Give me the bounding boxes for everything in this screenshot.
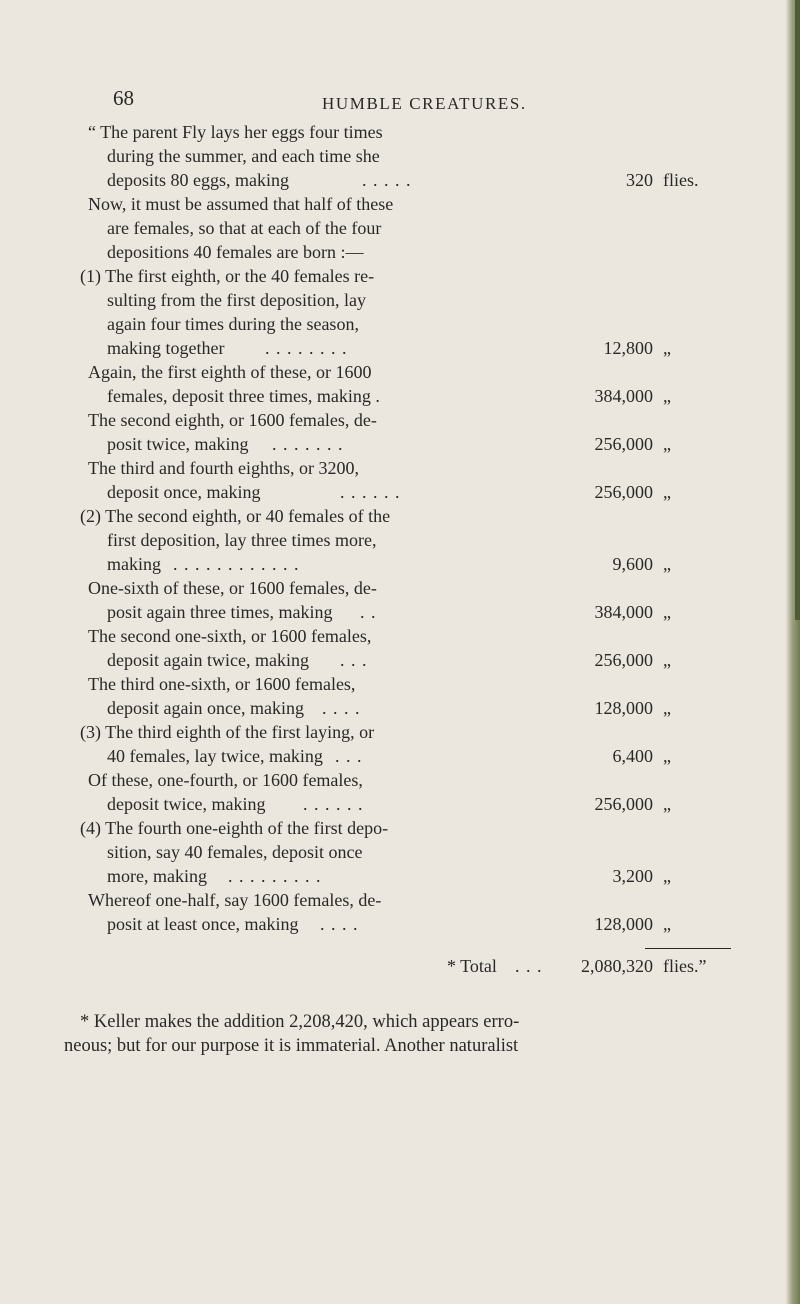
table-row bbox=[0, 170, 800, 194]
body-line: The second eighth, or 1600 females, de- bbox=[88, 410, 377, 430]
row-value: 256,000 bbox=[594, 434, 653, 454]
page-number: 68 bbox=[113, 86, 134, 110]
body-line: The third and fourth eighths, or 3200, bbox=[88, 458, 359, 478]
row-value: 256,000 bbox=[594, 794, 653, 814]
row-value: 384,000 bbox=[594, 602, 653, 622]
row-text: posit twice, making bbox=[107, 434, 249, 454]
leader-dots: . . . . . . . bbox=[272, 434, 344, 454]
row-unit: „ bbox=[663, 650, 671, 670]
table-row bbox=[0, 746, 800, 770]
table-row bbox=[0, 434, 800, 458]
leader-dots: . . . . . . . . bbox=[265, 338, 348, 358]
table-row bbox=[0, 794, 800, 818]
body-line: are females, so that at each of the four bbox=[107, 218, 382, 238]
leader-dots: . . . . bbox=[320, 914, 359, 934]
leader-dots: . . . . . . . . . . . . bbox=[173, 554, 300, 574]
body-line: sulting from the first deposition, lay bbox=[107, 290, 366, 310]
footnote-line: * Keller makes the addition 2,208,420, which appears erro- bbox=[80, 1012, 520, 1032]
leader-dots: . . . . bbox=[322, 698, 361, 718]
row-value: 6,400 bbox=[612, 746, 653, 766]
row-unit: „ bbox=[663, 866, 671, 886]
row-unit: „ bbox=[663, 746, 671, 766]
table-row bbox=[0, 650, 800, 674]
body-line: Whereof one-half, say 1600 females, de- bbox=[88, 890, 382, 910]
row-unit: „ bbox=[663, 434, 671, 454]
total-rule bbox=[645, 948, 731, 949]
table-row bbox=[0, 866, 800, 890]
body-line: The second one-sixth, or 1600 females, bbox=[88, 626, 372, 646]
table-row bbox=[0, 914, 800, 938]
row-value: 256,000 bbox=[594, 482, 653, 502]
leader-dots: . . . . . . bbox=[303, 794, 364, 814]
leader-dots: . . . . . . . . . bbox=[228, 866, 322, 886]
table-row bbox=[0, 554, 800, 578]
total-label: * Total bbox=[447, 956, 497, 976]
row-unit: „ bbox=[663, 794, 671, 814]
row-text: deposits 80 eggs, making bbox=[107, 170, 289, 190]
body-line: One-sixth of these, or 1600 females, de- bbox=[88, 578, 377, 598]
section-label-3: (3) The third eighth of the first laying, or bbox=[80, 722, 375, 742]
row-unit: flies. bbox=[663, 170, 699, 190]
row-value: 384,000 bbox=[594, 386, 653, 406]
row-unit: „ bbox=[663, 914, 671, 934]
row-text: making together bbox=[107, 338, 225, 358]
row-text: making bbox=[107, 554, 161, 574]
row-text: deposit again twice, making bbox=[107, 650, 309, 670]
body-line: during the summer, and each time she bbox=[107, 146, 380, 166]
row-text: deposit once, making bbox=[107, 482, 261, 502]
body-line: “ The parent Fly lays her eggs four times bbox=[88, 122, 383, 142]
leader-dots: . . . bbox=[515, 956, 543, 976]
row-text: females, deposit three times, making . bbox=[107, 386, 380, 406]
row-unit: „ bbox=[663, 386, 671, 406]
leader-dots: . . . . . . bbox=[340, 482, 401, 502]
row-text: deposit again once, making bbox=[107, 698, 304, 718]
row-value: 128,000 bbox=[594, 698, 653, 718]
table-row bbox=[0, 482, 800, 506]
table-row bbox=[0, 698, 800, 722]
running-head: HUMBLE CREATURES. bbox=[322, 94, 527, 113]
leader-dots: . . . bbox=[340, 650, 368, 670]
row-text: more, making bbox=[107, 866, 207, 886]
table-row bbox=[0, 602, 800, 626]
total-unit: flies.” bbox=[663, 956, 707, 976]
leader-dots: . . bbox=[360, 602, 377, 622]
section-label-2: (2) The second eighth, or 40 females of the bbox=[80, 506, 391, 526]
body-line: Again, the first eighth of these, or 1600 bbox=[88, 362, 372, 382]
row-unit: „ bbox=[663, 698, 671, 718]
leader-dots: . . . . . bbox=[362, 170, 412, 190]
body-line: Of these, one-fourth, or 1600 females, bbox=[88, 770, 363, 790]
footnote-line: neous; but for our purpose it is immaterial. Another naturalist bbox=[64, 1036, 519, 1056]
row-text: deposit twice, making bbox=[107, 794, 266, 814]
body-line: The third one-sixth, or 1600 females, bbox=[88, 674, 356, 694]
row-unit: „ bbox=[663, 554, 671, 574]
total-row bbox=[0, 956, 800, 980]
section-label-4: (4) The fourth one-eighth of the first depo- bbox=[80, 818, 389, 838]
table-row bbox=[0, 386, 800, 410]
table-row bbox=[0, 338, 800, 362]
body-line: depositions 40 females are born :— bbox=[107, 242, 364, 262]
total-value: 2,080,320 bbox=[581, 956, 653, 976]
row-value: 128,000 bbox=[594, 914, 653, 934]
leader-dots: . . . bbox=[335, 746, 363, 766]
body-line: first deposition, lay three times more, bbox=[107, 530, 377, 550]
row-value: 12,800 bbox=[603, 338, 653, 358]
page-edge-dark bbox=[795, 0, 800, 620]
row-value: 9,600 bbox=[612, 554, 653, 574]
row-unit: „ bbox=[663, 602, 671, 622]
row-text: 40 females, lay twice, making bbox=[107, 746, 323, 766]
row-unit: „ bbox=[663, 338, 671, 358]
body-line: sition, say 40 females, deposit once bbox=[107, 842, 363, 862]
row-value: 320 bbox=[626, 170, 653, 190]
row-value: 256,000 bbox=[594, 650, 653, 670]
row-text: posit at least once, making bbox=[107, 914, 299, 934]
body-line: Now, it must be assumed that half of these bbox=[88, 194, 394, 214]
section-label-1: (1) The first eighth, or the 40 females re- bbox=[80, 266, 375, 286]
row-unit: „ bbox=[663, 482, 671, 502]
row-text: posit again three times, making bbox=[107, 602, 333, 622]
body-line: again four times during the season, bbox=[107, 314, 359, 334]
row-value: 3,200 bbox=[612, 866, 653, 886]
